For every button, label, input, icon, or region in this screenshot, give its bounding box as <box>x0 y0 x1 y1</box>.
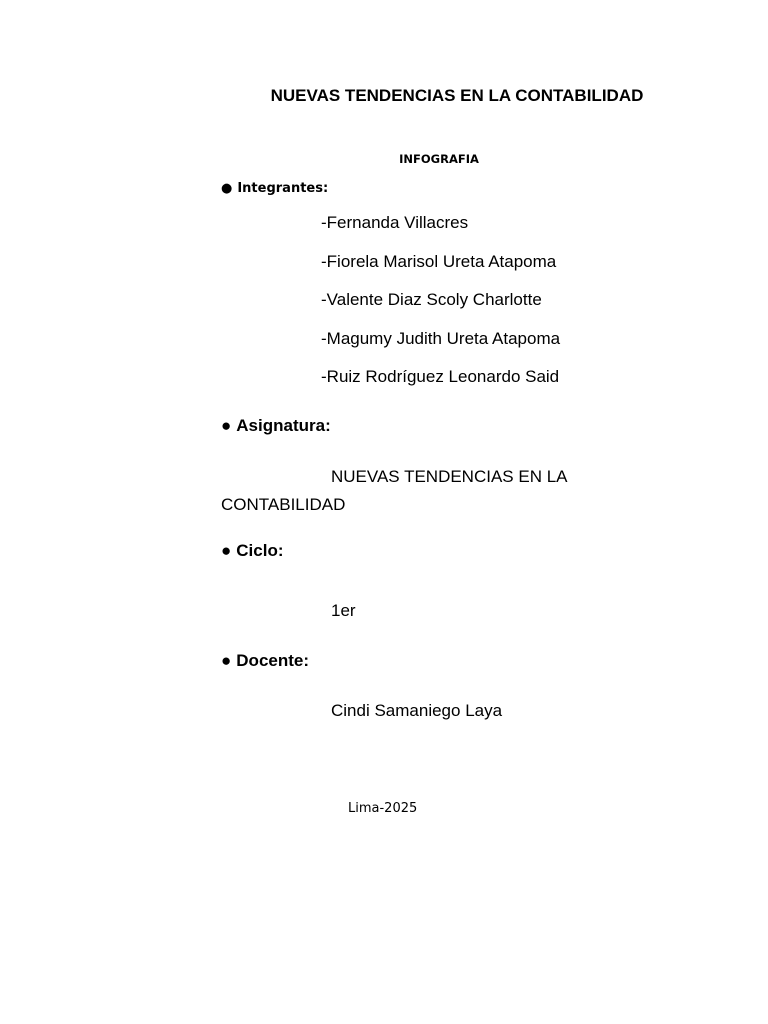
bullet-icon: ● <box>221 651 232 670</box>
footer-place-year: Lima-2025 <box>348 801 418 816</box>
section-asignatura <box>221 416 331 436</box>
asignatura-value-line2: CONTABILIDAD <box>221 495 346 514</box>
ciclo-label: Ciclo: <box>236 541 284 560</box>
document-subtitle: INFOGRAFIA <box>399 152 479 166</box>
bullet-icon: ● <box>221 181 233 196</box>
member-item: -Ruiz Rodríguez Leonardo Said <box>321 367 560 386</box>
section-ciclo <box>221 541 284 561</box>
member-item: -Valente Diaz Scoly Charlotte <box>321 290 542 309</box>
member-item: -Fernanda Villacres <box>321 213 469 232</box>
integrantes-label: Integrantes: <box>237 181 329 196</box>
section-integrantes <box>221 181 328 196</box>
bullet-icon: ● <box>221 416 232 435</box>
asignatura-label: Asignatura: <box>236 416 331 435</box>
asignatura-value-line1: NUEVAS TENDENCIAS EN LA <box>331 467 568 486</box>
section-docente <box>221 651 309 671</box>
bullet-icon: ● <box>221 541 232 560</box>
document-title: NUEVAS TENDENCIAS EN LA CONTABILIDAD <box>270 86 644 105</box>
docente-value: Cindi Samaniego Laya <box>331 701 503 720</box>
member-item: -Fiorela Marisol Ureta Atapoma <box>321 252 557 271</box>
ciclo-value: 1er <box>331 601 356 620</box>
docente-label: Docente: <box>236 651 310 670</box>
member-item: -Magumy Judith Ureta Atapoma <box>321 329 561 348</box>
